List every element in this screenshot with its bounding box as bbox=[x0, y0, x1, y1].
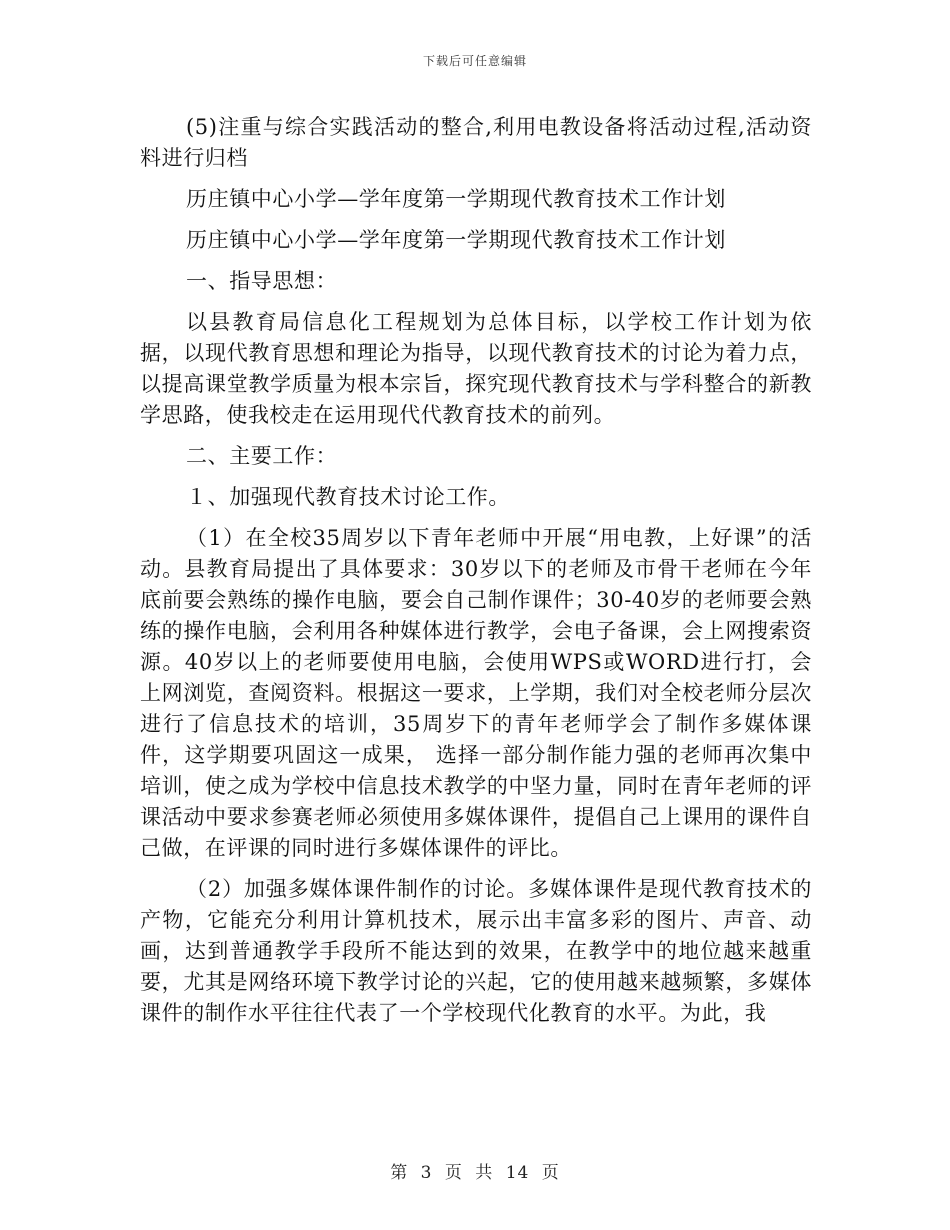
section-heading-main-work: 二、主要工作： bbox=[186, 444, 338, 468]
plan-title: 历庄镇中心小学—学年度第一学期现代教育技术工作计划 bbox=[186, 187, 726, 211]
document-body bbox=[140, 112, 812, 1039]
footer-total-word: 共 bbox=[475, 1163, 494, 1183]
footer-page-unit: 页 bbox=[444, 1163, 463, 1183]
footer-current-page: 3 bbox=[420, 1163, 433, 1183]
page-footer bbox=[0, 1158, 950, 1183]
subheading-strengthen-research: １、加强现代教育技术讨论工作。 bbox=[186, 485, 510, 509]
plan-title-repeat: 历庄镇中心小学—学年度第一学期现代教育技术工作计划 bbox=[186, 228, 726, 252]
paragraph-guiding-thought: 以县教育局信息化工程规划为总体目标，以学校工作计划为依据，以现代教育思想和理论为指导，以现代教育技术的讨论为着力点，以提高课堂教学质量为根本宗旨，探究现代教育技术与学科整合的新教学思路，使我校走在运用现代代教育技术的前列。 bbox=[140, 310, 812, 427]
section-heading-guiding-thought: 一、指导思想： bbox=[186, 269, 338, 293]
footer-prefix: 第 bbox=[390, 1163, 409, 1183]
footer-suffix: 页 bbox=[541, 1163, 560, 1183]
paragraph-item-1: （1）在全校35周岁以下青年老师中开展“用电教，上好课”的活动。县教育局提出了具体要求：30岁以下的老师及市骨干老师在今年底前要会熟练的操作电脑，要会自己制作课件；30-40岁的老师要会熟练的操作电脑，会利用各种媒体进行教学，会电子备课，会上网搜索资源。40岁以上的老师要使用电脑，会使用WPS或WORD进行打，会上网浏览，查阅资料。根据这一要求，上学期，我们对全校老师分层次进行了信息技术的培训，35周岁下的青年老师学会了制作多媒体课件，这学期要巩固这一成果， 选择一部分制作能力强的老师再次集中培训，使之成为学校中信息技术教学的中坚力量，同时在青年老师的评课活动中要求参赛老师必须使用多媒体课件，提倡自己上课用的课件自己做，在评课的同时进行多媒体课件的评比。 bbox=[140, 526, 812, 860]
paragraph-item-2: （2）加强多媒体课件制作的讨论。多媒体课件是现代教育技术的产物，它能充分利用计算机技术，展示出丰富多彩的图片、声音、动画，达到普通教学手段所不能达到的效果，在教学中的地位越来越重要，尤其是网络环境下教学讨论的兴起，它的使用越来越频繁，多媒体课件的制作水平往往代表了一个学校现代化教育的水平。为此，我 bbox=[140, 877, 812, 1025]
footer-total-pages: 14 bbox=[505, 1163, 530, 1183]
paragraph-item-5: (5)注重与综合实践活动的整合,利用电教设备将活动过程,活动资料进行归档 bbox=[140, 115, 812, 170]
page-header-note: 下载后可任意编辑 bbox=[422, 54, 527, 68]
